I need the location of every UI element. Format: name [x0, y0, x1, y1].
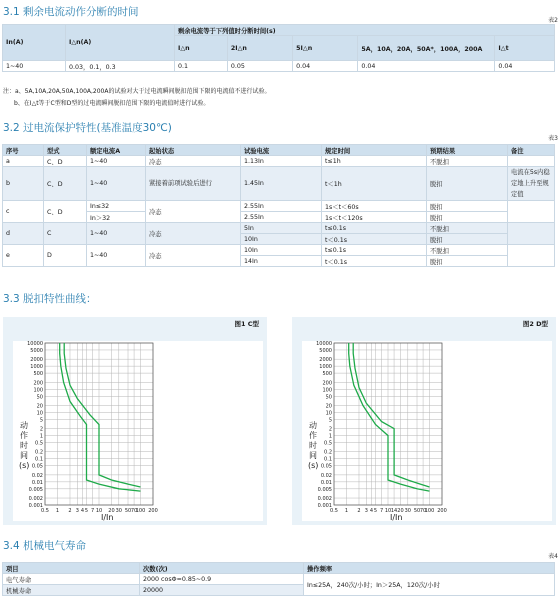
table-number: 表4	[548, 553, 558, 560]
col-remark: 备注	[508, 145, 555, 156]
col-freq: 操作频率	[304, 563, 555, 574]
cell: 14In	[241, 256, 322, 267]
col-4: 5A，10A，20A，50A*，100A，200A	[358, 36, 495, 61]
x-tick-label: 0.5	[41, 508, 49, 514]
cell: 1~40	[87, 245, 146, 267]
col-seq: 序号	[3, 145, 44, 156]
cell: e	[3, 245, 44, 267]
x-tick-label: 10	[95, 508, 103, 514]
cell: 脱扣	[427, 167, 508, 201]
x-axis-label: I/In	[390, 513, 403, 522]
cell: t＜0.1s	[322, 256, 427, 267]
x-tick-label: 4	[369, 508, 374, 514]
table-number: 表2	[548, 17, 558, 24]
y-tick-label: 10000	[316, 341, 332, 347]
y-tick-label: 500	[33, 371, 43, 378]
y-tick-label: 1000	[319, 364, 332, 371]
cell: C、D	[44, 201, 87, 223]
trip-curve-2	[64, 343, 140, 487]
cell	[508, 201, 555, 223]
x-tick-label: 20	[108, 508, 115, 514]
x-tick-label: 4	[80, 508, 85, 514]
chart-plot-d	[302, 341, 552, 521]
x-tick-label: 3	[364, 508, 368, 514]
cell: t≤0.1s	[322, 245, 427, 256]
y-tick-label: 2000	[30, 357, 43, 364]
y-tick-label: 10000	[27, 341, 43, 347]
col-result: 预期结果	[427, 145, 508, 156]
y-tick-label: 0.05	[31, 463, 43, 470]
cell: 1~40	[87, 167, 146, 201]
x-tick-label: 14	[390, 508, 398, 514]
cell: 脱扣	[427, 212, 508, 223]
col-item: 项目	[3, 563, 140, 574]
cell: 不脱扣	[427, 223, 508, 234]
x-tick-label: 100	[424, 508, 435, 514]
cell: 20000	[140, 585, 304, 596]
y-tick-label: 0.001	[317, 503, 332, 509]
cell: 1~40	[87, 156, 146, 167]
y-axis-label: 动作时间(s)	[19, 421, 30, 470]
cell: 冷态	[146, 245, 241, 267]
cell: 脱扣	[427, 234, 508, 245]
y-tick-label: 2000	[319, 357, 332, 364]
y-tick-label: 0.005	[28, 486, 43, 493]
y-tick-label: 0.1	[35, 456, 43, 463]
y-tick-label: 2	[328, 426, 332, 433]
cell: t≤0.1s	[322, 223, 427, 234]
cell: 1s＜t＜120s	[322, 212, 427, 223]
overcurrent-table	[2, 144, 555, 267]
y-tick-label: 100	[322, 387, 332, 394]
y-tick-label: 0.05	[320, 463, 332, 470]
cell: 0.05	[227, 61, 292, 72]
y-tick-label: 200	[33, 380, 43, 387]
cell: 1s＜t＜60s	[322, 201, 427, 212]
cell: C	[44, 223, 87, 245]
y-tick-label: 2	[39, 426, 43, 433]
cell: C、D	[44, 156, 87, 167]
x-tick-label: 5	[84, 508, 89, 514]
cell	[508, 156, 555, 167]
cell: t≤1h	[322, 156, 427, 167]
y-axis-label: 动作时间(s)	[308, 421, 319, 470]
y-tick-label: 1000	[30, 364, 43, 371]
col-rated: 额定电流A	[87, 145, 146, 156]
section-title-3-4: 3.4 机械电气寿命	[3, 540, 87, 552]
x-tick-label: 2	[68, 508, 72, 514]
cell: 0.04	[293, 61, 358, 72]
y-tick-label: 500	[322, 371, 332, 378]
table-number: 表3	[548, 135, 558, 142]
trip-curve-2	[353, 343, 429, 487]
cell: C、D	[44, 167, 87, 201]
chart-plot-c	[13, 341, 263, 521]
cell: 1~40	[3, 61, 66, 72]
cell: 0.04	[495, 61, 555, 72]
chart-panel-c	[3, 317, 267, 525]
x-tick-label: 200	[437, 508, 447, 514]
col-in: In(A)	[3, 25, 66, 61]
y-tick-label: 200	[322, 380, 332, 387]
col-current: 试验电流	[241, 145, 322, 156]
cell: d	[3, 223, 44, 245]
x-tick-label: 10	[384, 508, 392, 514]
y-tick-label: 0.5	[35, 440, 43, 447]
col-5: I△t	[495, 36, 555, 61]
y-tick-label: 5	[328, 417, 332, 424]
y-tick-label: 50	[325, 394, 332, 401]
cell	[508, 245, 555, 267]
chart-title-c: 图1 C型	[234, 320, 259, 328]
y-tick-label: 0.001	[28, 503, 43, 509]
y-tick-label: 0.005	[317, 486, 332, 493]
cell: 2.55In	[241, 201, 322, 212]
cell: 10In	[241, 234, 322, 245]
x-tick-label: 70	[419, 508, 427, 514]
chart-d-svg	[302, 341, 552, 521]
y-tick-label: 0.02	[320, 472, 332, 479]
cell: 0.04	[358, 61, 495, 72]
cell: 1.13In	[241, 156, 322, 167]
x-tick-label: 2	[357, 508, 361, 514]
x-tick-label: 50	[413, 508, 421, 514]
y-tick-label: 1	[328, 433, 332, 440]
cell: t＜1h	[322, 167, 427, 201]
remark-cell: 电流在5s内稳定地上升至规定值	[508, 167, 555, 201]
y-tick-label: 0.01	[31, 479, 43, 486]
cell: 冷态	[146, 156, 241, 167]
cell: D	[44, 245, 87, 267]
cell: 不脱扣	[427, 156, 508, 167]
col-2: 2I△n	[227, 36, 292, 61]
x-tick-label: 1	[344, 508, 349, 514]
freq-cell: In≤25A，240次/小时；In＞25A，120次/小时	[304, 574, 555, 596]
cell: 冷态	[146, 223, 241, 245]
cell: 0.1	[175, 61, 228, 72]
x-tick-label: 7	[379, 508, 384, 514]
cell: 脱扣	[427, 201, 508, 212]
y-tick-label: 5000	[30, 347, 43, 354]
y-tick-label: 10	[325, 410, 332, 417]
trip-curve-1	[60, 343, 141, 491]
cell: In＞32	[87, 212, 146, 223]
col-time: 规定时间	[322, 145, 427, 156]
y-tick-label: 50	[36, 394, 43, 401]
cell: c	[3, 201, 44, 223]
section-title-3-3: 3.3 脱扣特性曲线：	[3, 293, 97, 305]
y-tick-label: 0.02	[31, 472, 43, 479]
cell: In≤32	[87, 201, 146, 212]
col-type: 型式	[44, 145, 87, 156]
note-b: b、在I△t等于C型和D型的过电流瞬间脱扣范围下限的电流值时进行试验。	[14, 100, 210, 107]
cell: 电气寿命	[3, 574, 140, 585]
x-tick-label: 1	[55, 508, 60, 514]
cell: 10In	[241, 245, 322, 256]
y-tick-label: 20	[36, 403, 43, 410]
col-1: I△n	[175, 36, 228, 61]
cell: 冷态	[146, 201, 241, 223]
residual-current-table	[2, 24, 555, 72]
col-3: 5I△n	[293, 36, 358, 61]
col-group: 剩余电流等于下列值时分断时间(s)	[175, 25, 555, 36]
life-table	[2, 562, 555, 596]
cell: 5In	[241, 223, 322, 234]
cell: 1~40	[87, 223, 146, 245]
y-tick-label: 0.1	[324, 456, 332, 463]
x-tick-label: 3	[75, 508, 79, 514]
x-tick-label: 100	[135, 508, 146, 514]
y-tick-label: 0.5	[324, 440, 332, 447]
cell: 0.03，0.1，0.3	[66, 61, 175, 72]
cell: 机械寿命	[3, 585, 140, 596]
x-tick-label: 5	[373, 508, 378, 514]
cell	[508, 223, 555, 245]
y-tick-label: 100	[33, 387, 43, 394]
col-idn: I△n(A)	[66, 25, 175, 61]
col-count: 次数(次)	[140, 563, 304, 574]
cell: 紧接着前项试验后进行	[146, 167, 241, 201]
y-tick-label: 0.01	[320, 479, 332, 486]
y-tick-label: 5	[39, 417, 43, 424]
x-tick-label: 20	[397, 508, 404, 514]
cell: 2.55In	[241, 212, 322, 223]
x-tick-label: 70	[130, 508, 138, 514]
chart-panel-d	[292, 317, 556, 525]
x-tick-label: 50	[124, 508, 132, 514]
cell: a	[3, 156, 44, 167]
cell: 不脱扣	[427, 245, 508, 256]
cell: b	[3, 167, 44, 201]
chart-title-d: 图2 D型	[522, 320, 548, 328]
cell: t＜0.1s	[322, 234, 427, 245]
x-tick-label: 200	[148, 508, 158, 514]
note-a: 注：a、5A,10A,20A,50A,100A,200A的试验对大于过电流瞬间脱扣范围下限的电流值不进行试验。	[3, 88, 271, 95]
y-tick-label: 1	[39, 433, 43, 440]
trip-curve-1	[349, 343, 430, 491]
x-tick-label: 30	[115, 508, 122, 514]
y-tick-label: 20	[325, 403, 332, 410]
section-title-3-1: 3.1 剩余电流动作分断的时间	[3, 6, 139, 18]
y-tick-label: 10	[36, 410, 43, 417]
x-tick-label: 0.5	[330, 508, 338, 514]
cell: 脱扣	[427, 256, 508, 267]
y-tick-label: 0.002	[317, 496, 332, 503]
col-state: 起始状态	[146, 145, 241, 156]
y-tick-label: 5000	[319, 347, 332, 354]
y-tick-label: 0.2	[35, 449, 43, 456]
x-tick-label: 30	[404, 508, 411, 514]
cell: 2000 cosΦ=0.85~0.9	[140, 574, 304, 585]
cell: 1.45In	[241, 167, 322, 201]
section-title-3-2: 3.2 过电流保护特性(基准温度30℃)	[3, 122, 172, 134]
y-tick-label: 0.2	[324, 449, 332, 456]
y-tick-label: 0.002	[28, 496, 43, 503]
x-axis-label: I/In	[101, 513, 114, 522]
chart-c-svg	[13, 341, 263, 521]
x-tick-label: 7	[90, 508, 95, 514]
